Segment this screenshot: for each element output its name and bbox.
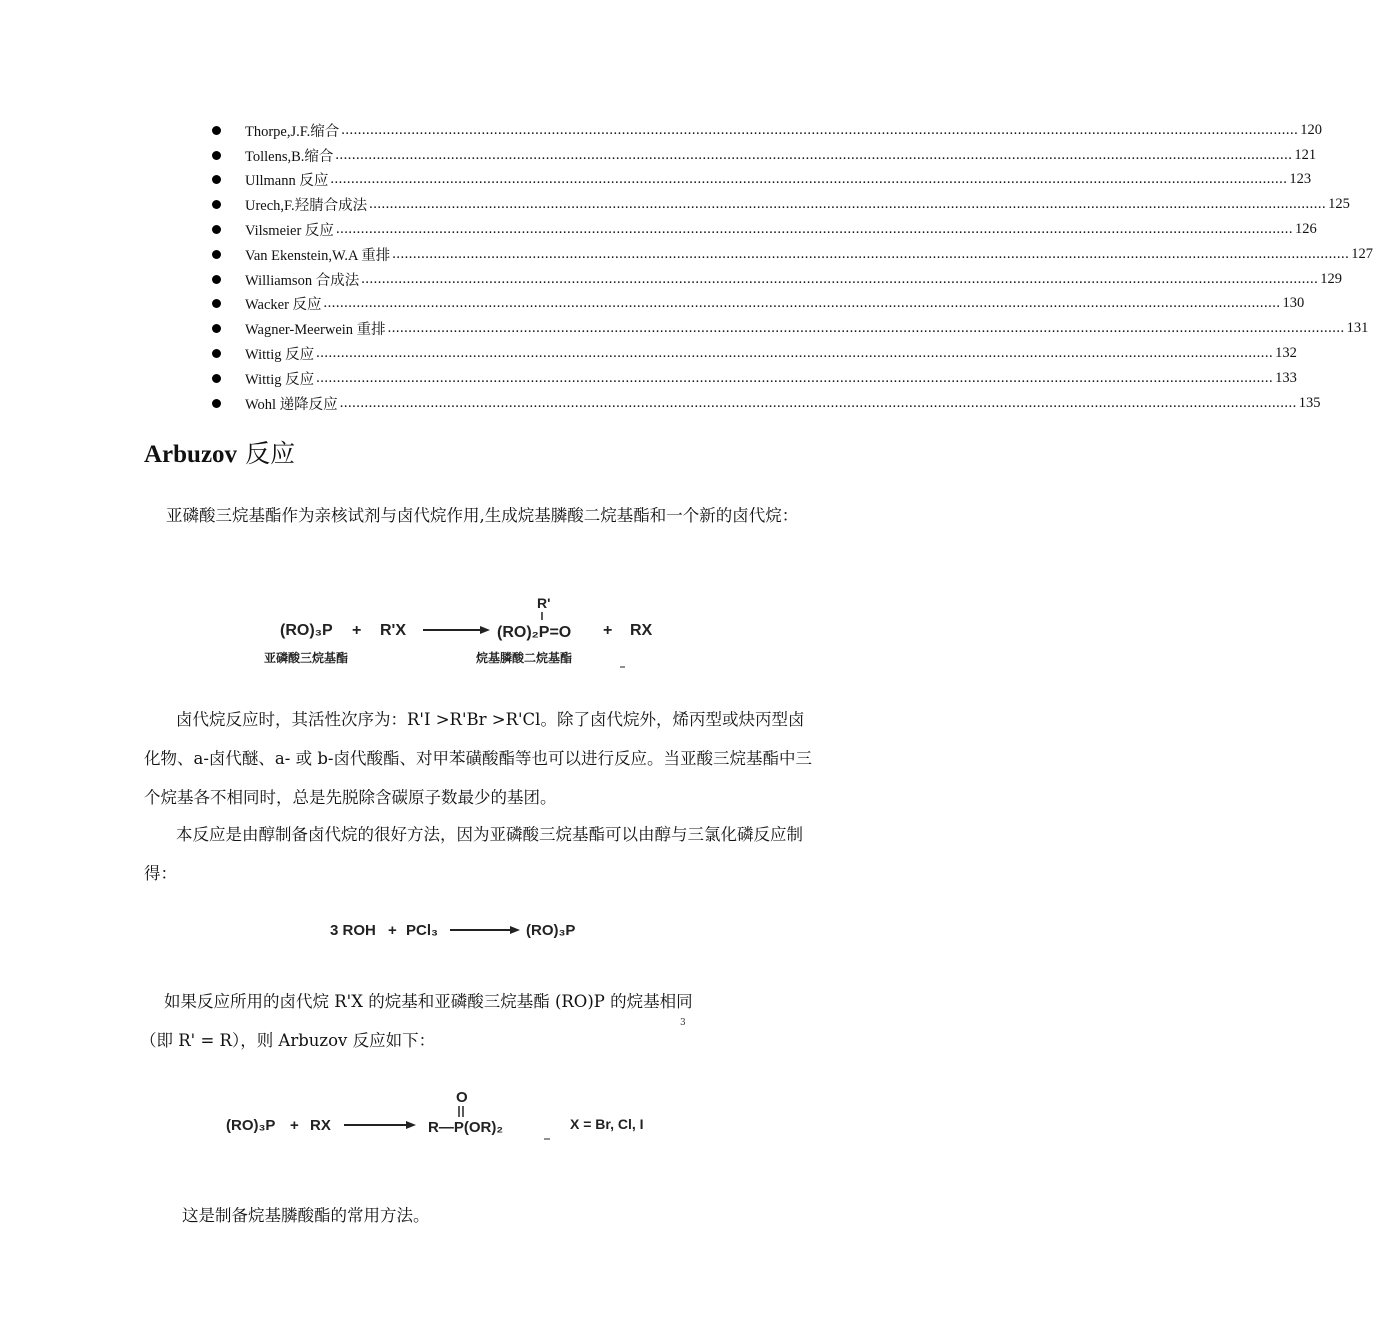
toc-entry-page: 125: [1328, 196, 1350, 213]
eq3-o-top: O: [456, 1089, 468, 1106]
eq2-reagent: PCl₃: [406, 922, 438, 939]
eq3-note: X = Br, Cl, I: [570, 1116, 644, 1132]
eq1-left: (RO)₃P: [280, 622, 333, 639]
toc-entry-page: 130: [1282, 295, 1305, 312]
paragraph-conclusion: 这是制备烷基膦酸酯的常用方法。: [182, 1206, 430, 1225]
toc-leader-dots: [369, 196, 1326, 213]
paragraph-same-alkyl-line1: [144, 982, 812, 1028]
toc-entry-title: Tollens,B.缩合: [245, 148, 334, 165]
toc-entry-title: Wagner-Meerwein 重排: [245, 322, 386, 339]
equation-phosphite-prep: [330, 915, 590, 945]
toc-leader-dots: [316, 370, 1273, 387]
toc-entry-page: 129: [1320, 270, 1342, 287]
paragraph-intro: 亚磷酸三烷基酯作为亲核试剂与卤代烷作用,生成烷基膦酸二烷基酯和一个新的卤代烷：: [166, 506, 799, 525]
equation-2-svg: [330, 915, 590, 945]
toc-entry-title: Thorpe,J.F.缩合: [245, 123, 340, 140]
toc-entry-title: Wittig 反应: [245, 371, 315, 388]
bullet-icon: [212, 399, 221, 408]
toc-entry-page: 123: [1289, 171, 1312, 188]
section-title: [144, 434, 295, 470]
toc-entry-title: Wohl 递降反应: [245, 396, 338, 413]
eq3-arrow-head: [406, 1121, 416, 1129]
toc-entry-page: 132: [1275, 345, 1297, 362]
eq2-product: (RO)₃P: [526, 922, 576, 939]
toc-entry[interactable]: [212, 143, 1317, 168]
paragraph-same-alkyl-line2: （即 R' = R），则 Arbuzov 反应如下：: [140, 1031, 436, 1050]
bullet-icon: [212, 275, 221, 284]
equation-arbuzov-general: [264, 590, 680, 680]
eq3-left: (RO)₃P: [226, 1117, 276, 1134]
toc-entry-page: 131: [1346, 320, 1369, 337]
equation-arbuzov-same-alkyl: [226, 1086, 666, 1146]
equation-1-svg: [264, 590, 680, 680]
toc-entry-page: 133: [1275, 369, 1297, 386]
toc-entry-title: Van Ekenstein,W.A 重排: [245, 247, 391, 264]
toc-entry-page: 121: [1294, 146, 1317, 163]
subscript-3: 3: [680, 1018, 686, 1028]
eq1-arrow-head: [480, 626, 490, 634]
toc-entry[interactable]: [212, 316, 1369, 341]
bullet-icon: [212, 175, 221, 184]
toc-entry[interactable]: [212, 267, 1342, 292]
bullet-icon: [212, 250, 221, 259]
eq1-plus1: +: [352, 622, 362, 639]
toc-leader-dots: [340, 395, 1297, 412]
toc-entry-title: Vilsmeier 反应: [245, 223, 334, 240]
bullet-icon: [212, 374, 221, 383]
eq1-byproduct: RX: [630, 622, 653, 639]
toc-leader-dots: [341, 122, 1298, 139]
bullet-icon: [212, 324, 221, 333]
bullet-icon: [212, 200, 221, 209]
toc-leader-dots: [336, 221, 1293, 238]
toc-leader-dots: [324, 295, 1281, 312]
eq3-product: R—P(OR)₂: [428, 1119, 503, 1136]
eq2-arrow-head: [510, 926, 520, 934]
toc-entry-title: Urech,F.羟腈合成法: [245, 198, 368, 215]
eq1-reagent: R'X: [380, 622, 407, 639]
eq2-left: 3 ROH: [330, 922, 376, 939]
toc-entry[interactable]: [212, 242, 1373, 267]
equation-3-svg: [226, 1086, 666, 1146]
section-title-latin: Arbuzov: [144, 441, 238, 468]
section-title-cn: 反应: [245, 441, 296, 468]
toc-entry[interactable]: [212, 341, 1297, 366]
paragraph-same-alkyl: [140, 982, 812, 1060]
toc-entry-title: Williamson 合成法: [245, 272, 360, 289]
toc-entry[interactable]: [212, 366, 1297, 391]
toc-entry-title: Ullmann 反应: [245, 173, 329, 190]
eq1-plus2: +: [603, 622, 613, 639]
toc-entry-title: Wacker 反应: [245, 297, 322, 314]
bullet-icon: [212, 126, 221, 135]
toc-leader-dots: [330, 171, 1287, 188]
toc-entry-page: 120: [1300, 121, 1323, 138]
toc-leader-dots: [316, 345, 1273, 362]
paragraph-same-alkyl-text-a: 如果反应所用的卤代烷 R'X 的烷基和亚磷酸三烷基酯 (RO)P 的烷基相同: [164, 992, 693, 1011]
eq1-caption-left: 亚磷酸三烷基酯: [264, 651, 349, 665]
bullet-icon: [212, 349, 221, 358]
eq3-plus: +: [290, 1117, 299, 1134]
toc-entry-page: 135: [1298, 394, 1321, 411]
toc-leader-dots: [335, 147, 1292, 164]
toc-leader-dots: [392, 246, 1349, 263]
toc-entry[interactable]: [212, 217, 1317, 242]
toc-leader-dots: [388, 320, 1345, 337]
eq1-r-top: R': [537, 595, 551, 611]
toc-entry[interactable]: [212, 391, 1321, 416]
bullet-icon: [212, 299, 221, 308]
toc-entry-page: 127: [1351, 245, 1373, 262]
toc-entry[interactable]: [212, 168, 1312, 193]
toc-entry-title: Wittig 反应: [245, 347, 315, 364]
toc-entry[interactable]: [212, 118, 1323, 143]
eq3-reagent: RX: [310, 1117, 331, 1134]
toc-entry[interactable]: [212, 292, 1305, 317]
bullet-icon: [212, 151, 221, 160]
paragraph-reactivity: 卤代烷反应时，其活性次序为：R'I >R'Br >R'Cl。除了卤代烷外，烯丙型或炔丙型卤化物、a-卤代醚、a- 或 b-卤代酸酯、对甲苯磺酸酯等也可以进行反应。当亚酸三烷基酯中三个烷基各不相同时，总是先脱除含碳原子数最少的基团。: [144, 710, 812, 807]
paragraph-preparation: 本反应是由醇制备卤代烷的很好方法，因为亚磷酸三烷基酯可以由醇与三氯化磷反应制得：: [144, 825, 803, 883]
toc-leader-dots: [361, 271, 1318, 288]
toc-entry[interactable]: [212, 192, 1350, 217]
eq2-plus: +: [388, 922, 397, 939]
eq1-caption-right: 烷基膦酸二烷基酯: [476, 651, 573, 665]
table-of-contents: [212, 118, 1373, 416]
toc-entry-page: 126: [1294, 221, 1317, 238]
bullet-icon: [212, 225, 221, 234]
eq1-product: (RO)₂P=O: [497, 624, 572, 641]
